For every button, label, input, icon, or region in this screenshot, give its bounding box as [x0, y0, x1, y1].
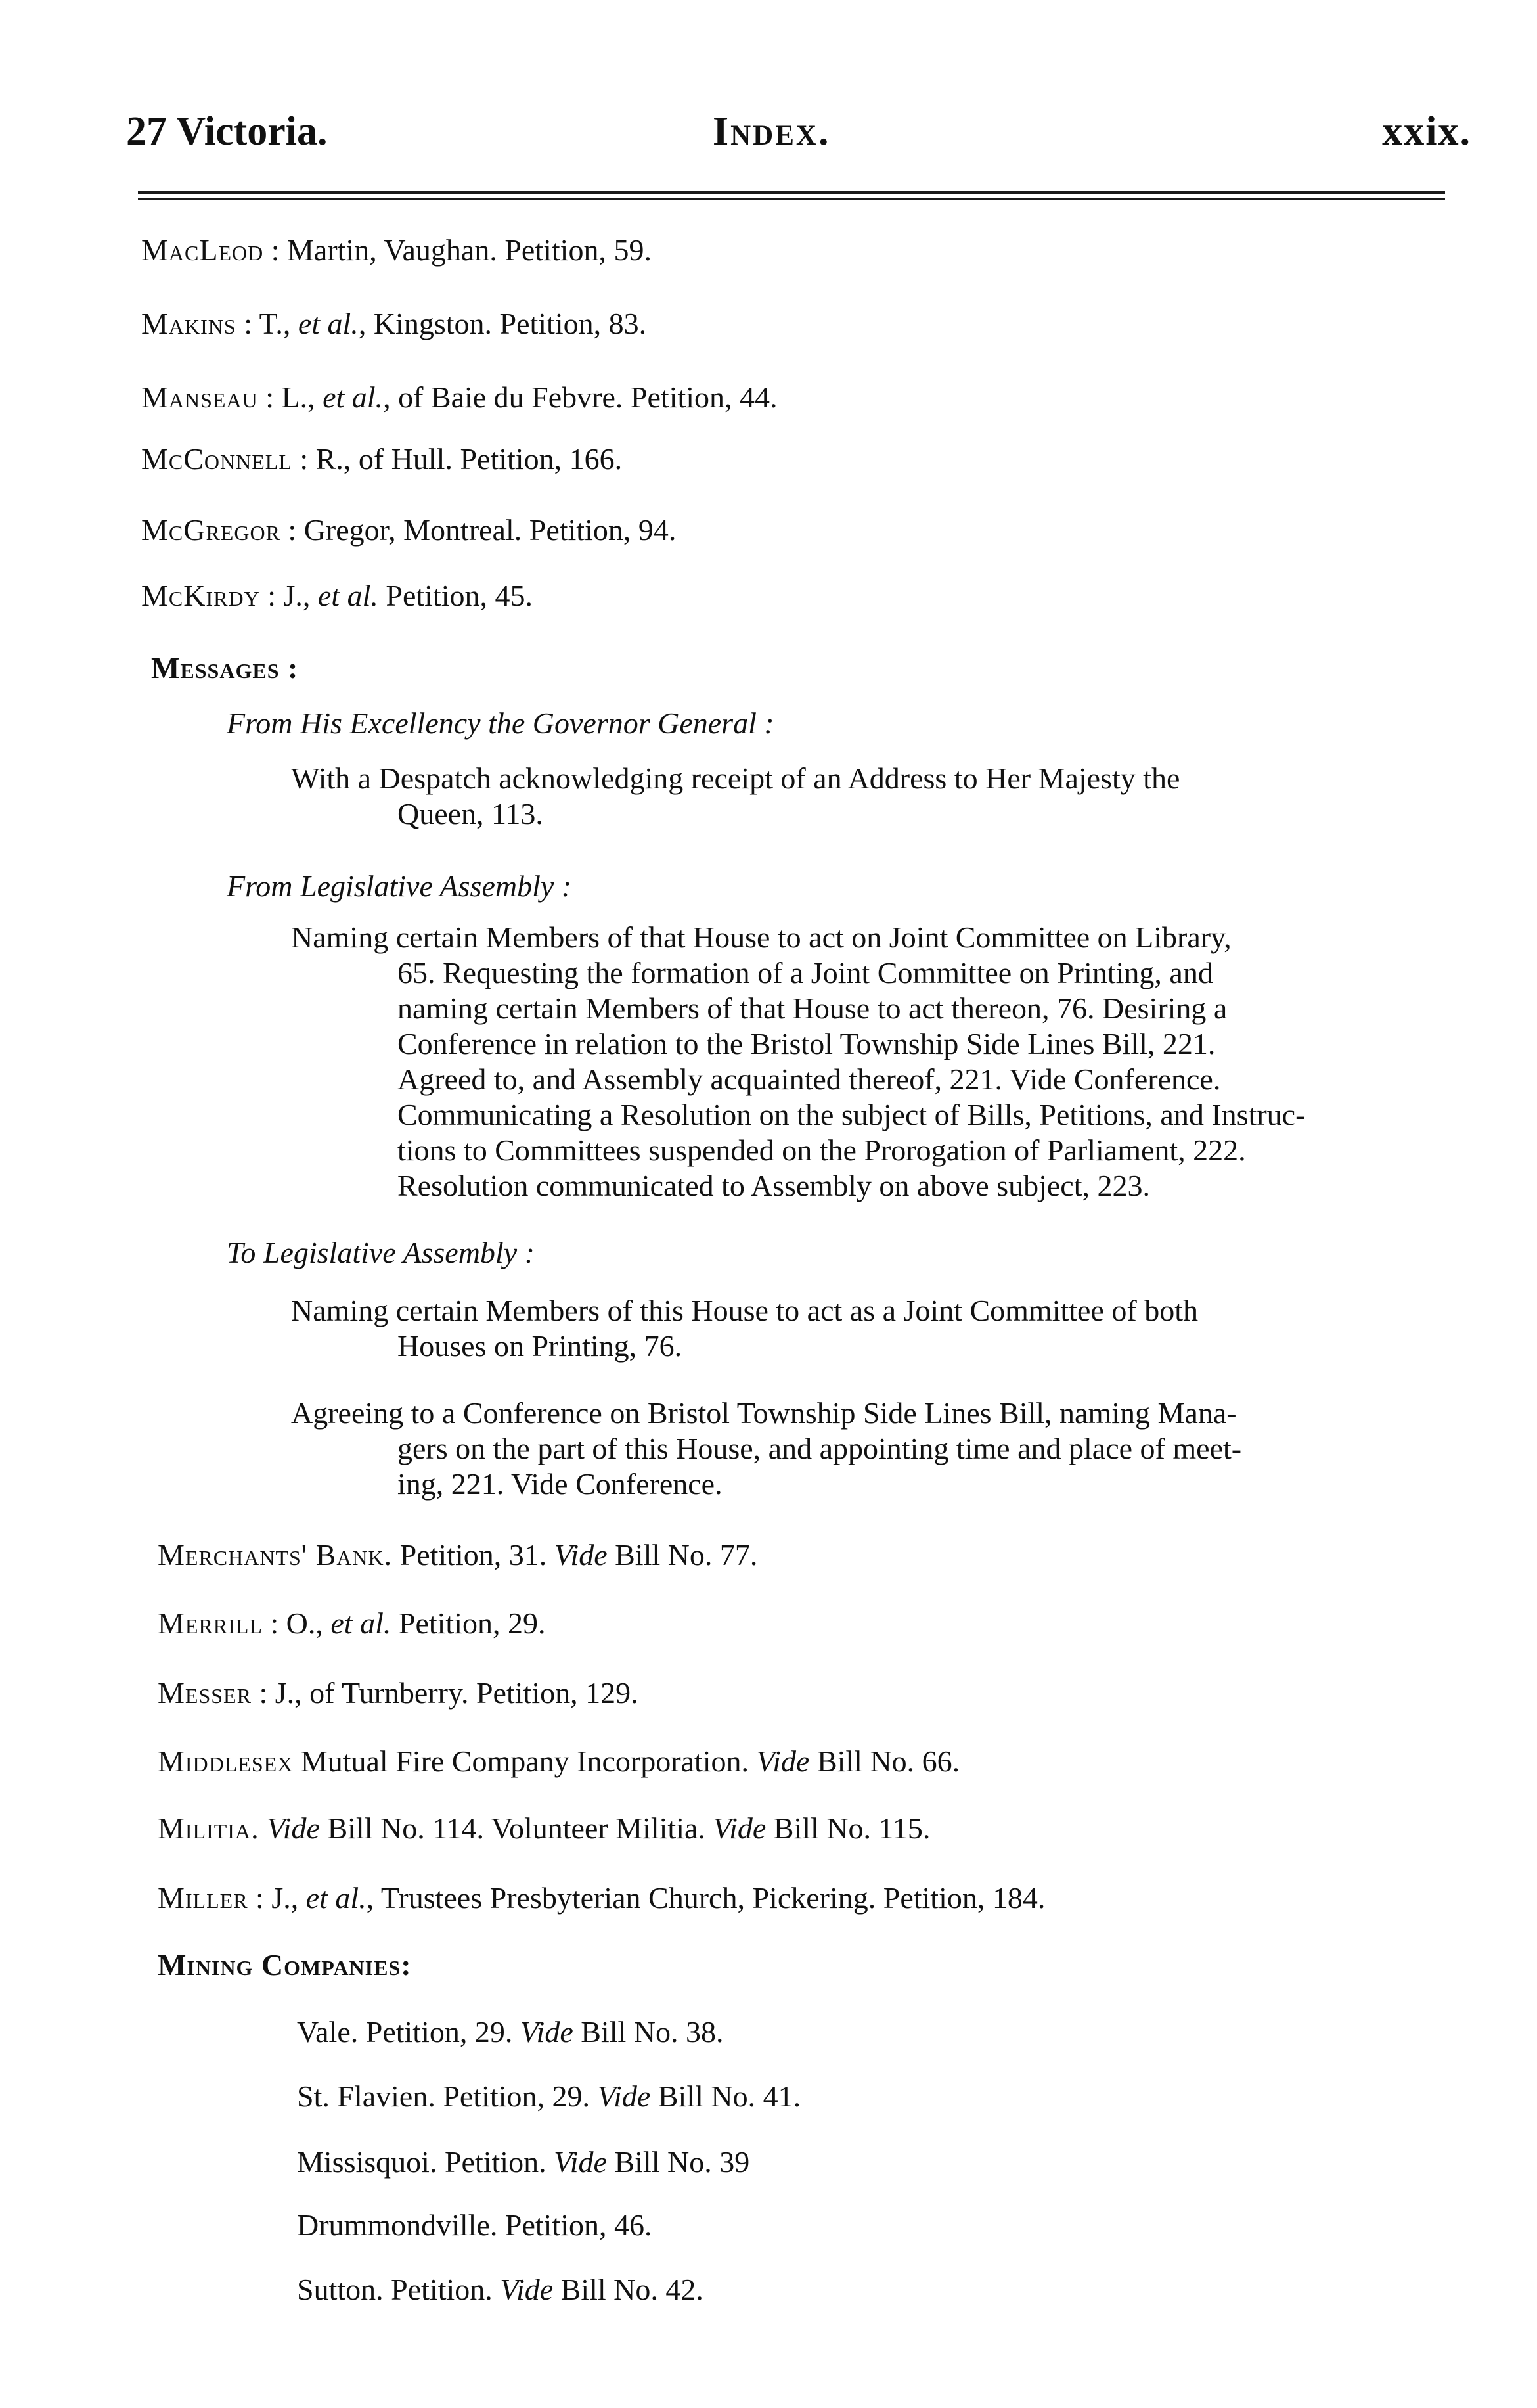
to-assembly-p2-line-2: gers on the part of this House, and appointing time and place of meet- [397, 1432, 1242, 1465]
header-volume: 27 Victoria. [126, 109, 328, 154]
mining-text: Bill No. 38. [573, 2015, 724, 2049]
entry-name: Militia. [158, 1811, 259, 1845]
entry-text: Mutual Fire Company Incorporation. [293, 1744, 757, 1778]
governor-line-1: With a Despatch acknowledging receipt of an Address to Her Majesty the [291, 761, 1180, 795]
entry-text: Bill No. 115. [766, 1811, 931, 1845]
entry-messer [158, 1675, 638, 1711]
entry-vide: Vide [756, 1744, 810, 1778]
entry-name: Messer [158, 1676, 252, 1710]
mining-text: Bill No. 39 [606, 2145, 750, 2179]
entry-text: Petition, 31. [392, 1538, 554, 1572]
header-title: Index. [713, 109, 831, 154]
entry-merchants-bank [158, 1537, 757, 1573]
to-assembly-p2-line-3: ing, 221. Vide Conference. [397, 1467, 723, 1501]
entry-name: McGregor [141, 513, 280, 547]
entry-italic: et al. [317, 579, 378, 612]
mining-text: Bill No. 42. [553, 2273, 703, 2306]
entry-manseau [141, 380, 778, 415]
mining-text: Bill No. 41. [650, 2079, 801, 2113]
entry-merrill [158, 1606, 546, 1641]
mining-item-sutton [297, 2272, 703, 2307]
mining-text: St. Flavien. Petition, 29. [297, 2079, 598, 2113]
entry-italic: et al. [305, 1881, 367, 1915]
mining-text: Vale. Petition, 29. [297, 2015, 520, 2049]
entry-text: Bill No. 77. [607, 1538, 758, 1572]
entry-macleod [141, 233, 652, 268]
mining-vide: Vide [554, 2145, 607, 2179]
entry-vide: Vide [713, 1811, 767, 1845]
entry-name: MacLeod [141, 233, 264, 267]
entry-text: Petition, 29. [391, 1606, 546, 1640]
entry-militia [158, 1811, 930, 1846]
assembly-line-6: Communicating a Resolution on the subject of Bills, Petitions, and Instruc- [397, 1098, 1306, 1131]
entry-middlesex [158, 1744, 960, 1779]
mining-vide: Vide [520, 2015, 573, 2049]
entry-text: : Gregor, Montreal. Petition, 94. [288, 513, 677, 547]
entry-name: Makins [141, 307, 236, 340]
entry-text: : L., [265, 380, 323, 414]
messages-from-governor-label: From His Excellency the Governor General : [227, 706, 774, 740]
mining-text: Sutton. Petition. [297, 2273, 501, 2306]
entry-mcgregor [141, 512, 676, 548]
mining-heading: Mining Companies: [158, 1948, 412, 1982]
entry-text: Petition, 45. [378, 579, 533, 612]
entry-italic: et al. [298, 307, 359, 340]
assembly-line-2: 65. Requesting the formation of a Joint Committee on Printing, and [397, 956, 1213, 989]
entry-text: : J., [256, 1881, 306, 1915]
header-rule-thin [138, 198, 1445, 200]
mining-text: Drummondville. Petition, 46. [297, 2208, 652, 2242]
messages-to-assembly-label: To Legislative Assembly : [227, 1236, 535, 1269]
governor-line-2: Queen, 113. [397, 797, 543, 830]
entry-text: : O., [270, 1606, 331, 1640]
entry-text: : T., [244, 307, 298, 340]
entry-text: , of Baie du Febvre. Petition, 44. [383, 380, 778, 414]
entry-vide: Vide [554, 1538, 608, 1572]
assembly-line-3: naming certain Members of that House to act thereon, 76. Desiring a [397, 991, 1228, 1025]
assembly-line-5: Agreed to, and Assembly acquainted thereof, 221. Vide Conference. [397, 1062, 1221, 1096]
mining-vide: Vide [500, 2273, 554, 2306]
assembly-line-4: Conference in relation to the Bristol Township Side Lines Bill, 221. [397, 1027, 1216, 1060]
entry-vide: Vide [267, 1811, 320, 1845]
to-assembly-p2-line-1: Agreeing to a Conference on Bristol Township Side Lines Bill, naming Mana- [291, 1396, 1237, 1430]
entry-text: , Trustees Presbyterian Church, Pickering. Petition, 184. [366, 1881, 1046, 1915]
entry-text: : Martin, Vaughan. Petition, 59. [271, 233, 652, 267]
entry-name: Miller [158, 1881, 248, 1915]
mining-item-vale [297, 2014, 724, 2050]
entry-text: : J., [267, 579, 318, 612]
entry-name: Merchants' Bank. [158, 1538, 393, 1572]
entry-name: Manseau [141, 380, 258, 414]
assembly-line-1: Naming certain Members of that House to act on Joint Committee on Library, [291, 920, 1232, 954]
entry-italic: et al. [323, 380, 384, 414]
mining-vide: Vide [597, 2079, 651, 2113]
entry-makins [141, 306, 646, 342]
entry-mcconnell [141, 442, 622, 477]
header-page-number: xxix. [1382, 109, 1471, 154]
entry-name: Merrill [158, 1606, 263, 1640]
to-assembly-p1-line-2: Houses on Printing, 76. [397, 1329, 682, 1363]
messages-heading: Messages : [151, 651, 299, 685]
entry-miller [158, 1880, 1045, 1916]
assembly-line-8: Resolution communicated to Assembly on above subject, 223. [397, 1169, 1151, 1202]
to-assembly-p1-line-1: Naming certain Members of this House to act as a Joint Committee of both [291, 1294, 1198, 1327]
entry-text: Bill No. 66. [809, 1744, 960, 1778]
mining-text: Missisquoi. Petition. [297, 2145, 554, 2179]
entry-name: Middlesex [158, 1744, 294, 1778]
mining-item-st-flavien [297, 2079, 801, 2114]
mining-item-drummondville [297, 2208, 652, 2243]
entry-name: McKirdy [141, 579, 260, 612]
entry-text: Bill No. 114. Volunteer Militia. [319, 1811, 713, 1845]
header-rule-thick [138, 191, 1445, 194]
entry-mckirdy [141, 578, 533, 614]
entry-text: : R., of Hull. Petition, 166. [300, 442, 623, 476]
mining-item-missisquoi [297, 2145, 749, 2180]
entry-italic: et al. [330, 1606, 391, 1640]
messages-from-assembly-label: From Legislative Assembly : [227, 869, 572, 903]
entry-text: : J., of Turnberry. Petition, 129. [259, 1676, 638, 1710]
assembly-line-7: tions to Committees suspended on the Prorogation of Parliament, 222. [397, 1133, 1246, 1167]
entry-name: McConnell [141, 442, 292, 476]
entry-text [259, 1811, 267, 1845]
entry-text: , Kingston. Petition, 83. [358, 307, 647, 340]
